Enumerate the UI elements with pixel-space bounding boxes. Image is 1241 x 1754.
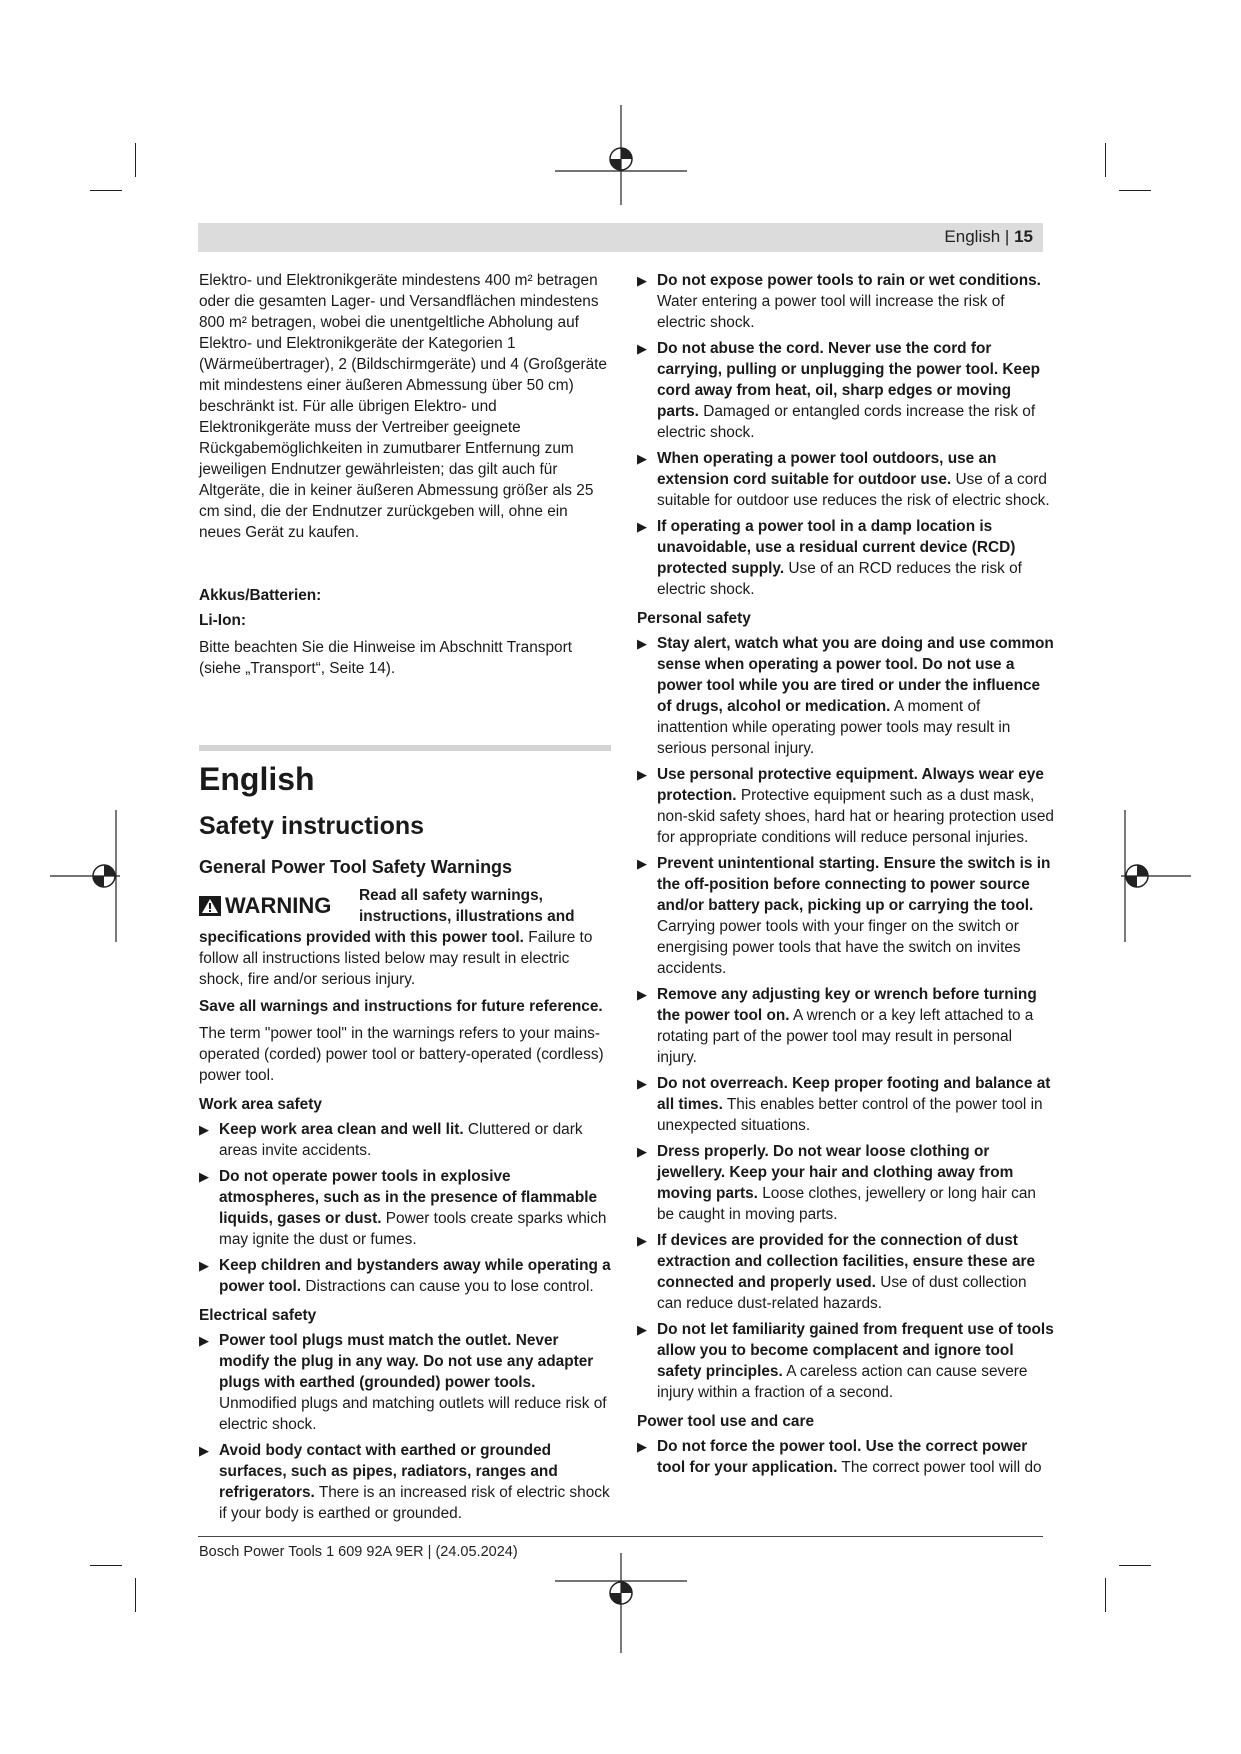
list-item: [637, 338, 1055, 443]
li-ion-heading: Li-Ion:: [199, 612, 247, 629]
electrical-heading: Electrical safety: [199, 1307, 317, 1324]
item-bold: Keep work area clean and well lit.: [219, 1121, 464, 1138]
list-item: [199, 1440, 611, 1524]
crop-mark: [1119, 190, 1151, 191]
list-item: [637, 984, 1055, 1068]
list-item: [637, 270, 1055, 333]
item-text: Use of an RCD reduces the risk of electric shock.: [657, 560, 1022, 598]
left-column: [199, 270, 611, 1529]
bullet-arrow-icon: ▶: [199, 1122, 209, 1137]
item-text: Distractions can cause you to lose control.: [305, 1278, 594, 1295]
section-divider: [199, 745, 611, 751]
general-warnings-title: General Power Tool Safety Warnings: [199, 857, 513, 877]
list-item: [637, 1073, 1055, 1136]
registration-mark-icon: [555, 1553, 687, 1653]
list-item: [637, 853, 1055, 979]
personal-heading: Personal safety: [637, 610, 751, 627]
bullet-arrow-icon: ▶: [199, 1333, 209, 1348]
bullet-arrow-icon: ▶: [199, 1169, 209, 1184]
use-care-heading: Power tool use and care: [637, 1413, 815, 1430]
item-bold: Remove any adjusting key or wrench before turning the power tool on.: [657, 986, 1037, 1024]
item-bold: Do not operate power tools in explosive atmospheres, such as in the presence of flammable liquids, gases or dust.: [219, 1168, 598, 1227]
bullet-arrow-icon: ▶: [637, 273, 647, 288]
bullet-arrow-icon: ▶: [637, 856, 647, 871]
crop-mark: [135, 143, 136, 177]
item-bold: If operating a power tool in a damp location is unavoidable, use a residual current device (RCD) protected supply.: [657, 518, 1016, 577]
bullet-arrow-icon: ▶: [637, 987, 647, 1002]
header-separator: |: [1004, 227, 1010, 246]
item-bold: Stay alert, watch what you are doing and use common sense when operating a power tool. Do not use a power tool while you are tired or under the influence of drugs, alcohol or medication.: [657, 635, 1054, 715]
list-item: [199, 1330, 611, 1435]
warning-triangle-icon: [199, 896, 221, 916]
item-text: Use of a cord suitable for outdoor use reduces the risk of electric shock.: [657, 471, 1050, 509]
item-text: This enables better control of the power tool in unexpected situations.: [657, 1096, 1043, 1134]
header-text: [944, 227, 1033, 247]
list-item: [199, 1166, 611, 1250]
crop-mark: [1105, 1578, 1106, 1612]
item-bold: When operating a power tool outdoors, use an extension cord suitable for outdoor use.: [657, 450, 997, 488]
item-text: Water entering a power tool will increase the risk of electric shock.: [657, 293, 1005, 331]
list-item: [637, 516, 1055, 600]
list-item: [637, 1141, 1055, 1225]
batteries-heading: Akkus/Batterien:: [199, 587, 322, 604]
warning-block: [199, 885, 611, 990]
footer-divider: [198, 1536, 1043, 1537]
item-bold: Do not let familiarity gained from frequent use of tools allow you to become complacent and ignore tool safety principles.: [657, 1321, 1054, 1380]
work-area-heading: Work area safety: [199, 1096, 322, 1113]
safety-title: Safety instructions: [199, 812, 425, 840]
warning-consequence: Failure to follow all instructions listed below may result in electric shock, fire and/or serious injury.: [199, 929, 593, 988]
list-item: [637, 764, 1055, 848]
bullet-arrow-icon: ▶: [637, 1439, 647, 1454]
item-bold: Do not abuse the cord. Never use the cord for carrying, pulling or unplugging the power tool. Keep cord away from heat, oil, sharp edges or moving parts.: [657, 340, 1041, 420]
item-text: The correct power tool will do: [841, 1459, 1042, 1476]
header-language: English: [944, 227, 1001, 246]
item-text: Damaged or entangled cords increase the risk of electric shock.: [657, 403, 1036, 441]
crop-mark: [90, 190, 122, 191]
bullet-arrow-icon: ▶: [637, 1076, 647, 1091]
crop-mark: [1119, 1565, 1151, 1566]
item-bold: Do not overreach. Keep proper footing and balance at all times.: [657, 1075, 1051, 1113]
list-item: [199, 1119, 611, 1161]
item-text: Unmodified plugs and matching outlets will reduce risk of electric shock.: [219, 1395, 607, 1433]
crop-mark: [1105, 143, 1106, 177]
registration-mark-icon: [50, 810, 120, 942]
page-number: 15: [1014, 227, 1033, 246]
crop-mark: [90, 1565, 122, 1566]
bullet-arrow-icon: ▶: [199, 1258, 209, 1273]
bullet-arrow-icon: ▶: [637, 1233, 647, 1248]
item-text: Carrying power tools with your finger on the switch or energising power tools that have the switch on invites accidents.: [657, 918, 1021, 977]
save-instructions: Save all warnings and instructions for future reference.: [199, 998, 603, 1015]
registration-mark-icon: [1121, 810, 1191, 942]
registration-mark-icon: [555, 105, 687, 205]
right-column: [637, 270, 1055, 1483]
item-text: Use of dust collection can reduce dust-related hazards.: [657, 1274, 1027, 1312]
item-bold: Use personal protective equipment. Always wear eye protection.: [657, 766, 1044, 804]
bullet-arrow-icon: ▶: [637, 767, 647, 782]
list-item: [637, 1436, 1055, 1478]
bullet-arrow-icon: ▶: [637, 519, 647, 534]
warning-word: WARNING: [225, 893, 332, 918]
bullet-arrow-icon: ▶: [637, 636, 647, 651]
page-header: [198, 223, 1043, 252]
item-bold: Prevent unintentional starting. Ensure the switch is in the off-position before connecting to power source and/or battery pack, picking up or carrying the tool.: [657, 855, 1051, 914]
li-ion-text: Bitte beachten Sie die Hinweise im Abschnitt Transport (siehe „Transport“, Seite 14).: [199, 639, 572, 677]
item-text: There is an increased risk of electric shock if your body is earthed or grounded.: [219, 1484, 610, 1522]
item-text: Loose clothes, jewellery or long hair can be caught in moving parts.: [657, 1185, 1036, 1223]
item-bold: Keep children and bystanders away while operating a power tool.: [219, 1257, 611, 1295]
warning-bold: Read all safety warnings, instructions, illustrations and specifications provided with this power tool.: [199, 887, 575, 946]
item-text: Cluttered or dark areas invite accidents.: [219, 1121, 583, 1159]
bullet-arrow-icon: ▶: [199, 1443, 209, 1458]
item-bold: Do not expose power tools to rain or wet conditions.: [657, 272, 1041, 289]
list-item: [637, 1319, 1055, 1403]
term-definition: The term "power tool" in the warnings refers to your mains-operated (corded) power tool or battery-operated (cordless) power tool.: [199, 1025, 604, 1084]
item-bold: Do not force the power tool. Use the correct power tool for your application.: [657, 1438, 1028, 1476]
item-text: A moment of inattention while operating power tools may result in serious personal injury.: [657, 698, 1011, 757]
item-bold: Avoid body contact with earthed or grounded surfaces, such as pipes, radiators, ranges and refrigerators.: [219, 1442, 558, 1501]
page-footer: Bosch Power Tools 1 609 92A 9ER | (24.05.2024): [199, 1544, 518, 1560]
language-title: English: [199, 761, 315, 797]
item-bold: If devices are provided for the connection of dust extraction and collection facilities, ensure these are connected and properly used.: [657, 1232, 1036, 1291]
item-text: A careless action can cause severe injury within a fraction of a second.: [657, 1363, 1028, 1401]
bullet-arrow-icon: ▶: [637, 1322, 647, 1337]
list-item: [199, 1255, 611, 1297]
item-text: Power tools create sparks which may ignite the dust or fumes.: [219, 1210, 607, 1248]
item-bold: Power tool plugs must match the outlet. Never modify the plug in any way. Do not use any adapter plugs with earthed (grounded) power tools.: [219, 1332, 594, 1391]
item-text: Protective equipment such as a dust mask, non-skid safety shoes, hard hat or hearing protection used for appropriate conditions will reduce personal injuries.: [657, 787, 1054, 846]
item-text: A wrench or a key left attached to a rotating part of the power tool may result in personal injury.: [657, 1007, 1034, 1066]
list-item: [637, 1230, 1055, 1314]
list-item: [637, 633, 1055, 759]
item-bold: Dress properly. Do not wear loose clothing or jewellery. Keep your hair and clothing away from moving parts.: [657, 1143, 1014, 1202]
bullet-arrow-icon: ▶: [637, 341, 647, 356]
german-paragraph: Elektro- und Elektronikgeräte mindestens 400 m² betragen oder die gesamten Lager- und Versandflächen mindestens 800 m² betragen, wobei die unentgeltliche Abholung auf Elektro- und Elektronikgeräte der Kategorien 1 (Wärmeübertrager), 2 (Bildschirmgeräte) und 4 (Großgeräte mit mindestens einer äußeren Abmessung über 50 cm) beschränkt ist. Für alle übrigen Elektro- und Elektronikgeräte muss der Vertreiber geeignete Rückgabemöglichkeiten in zumutbarer Entfernung zum jeweiligen Endnutzer gewährleisten; das gilt auch für Altgeräte, die in keiner äußeren Abmessung größer als 25 cm sind, die der Endnutzer zurückgeben will, ohne ein neues Gerät zu kaufen.: [199, 272, 607, 541]
warning-label: [199, 885, 353, 927]
crop-mark: [135, 1578, 136, 1612]
bullet-arrow-icon: ▶: [637, 451, 647, 466]
bullet-arrow-icon: ▶: [637, 1144, 647, 1159]
list-item: [637, 448, 1055, 511]
